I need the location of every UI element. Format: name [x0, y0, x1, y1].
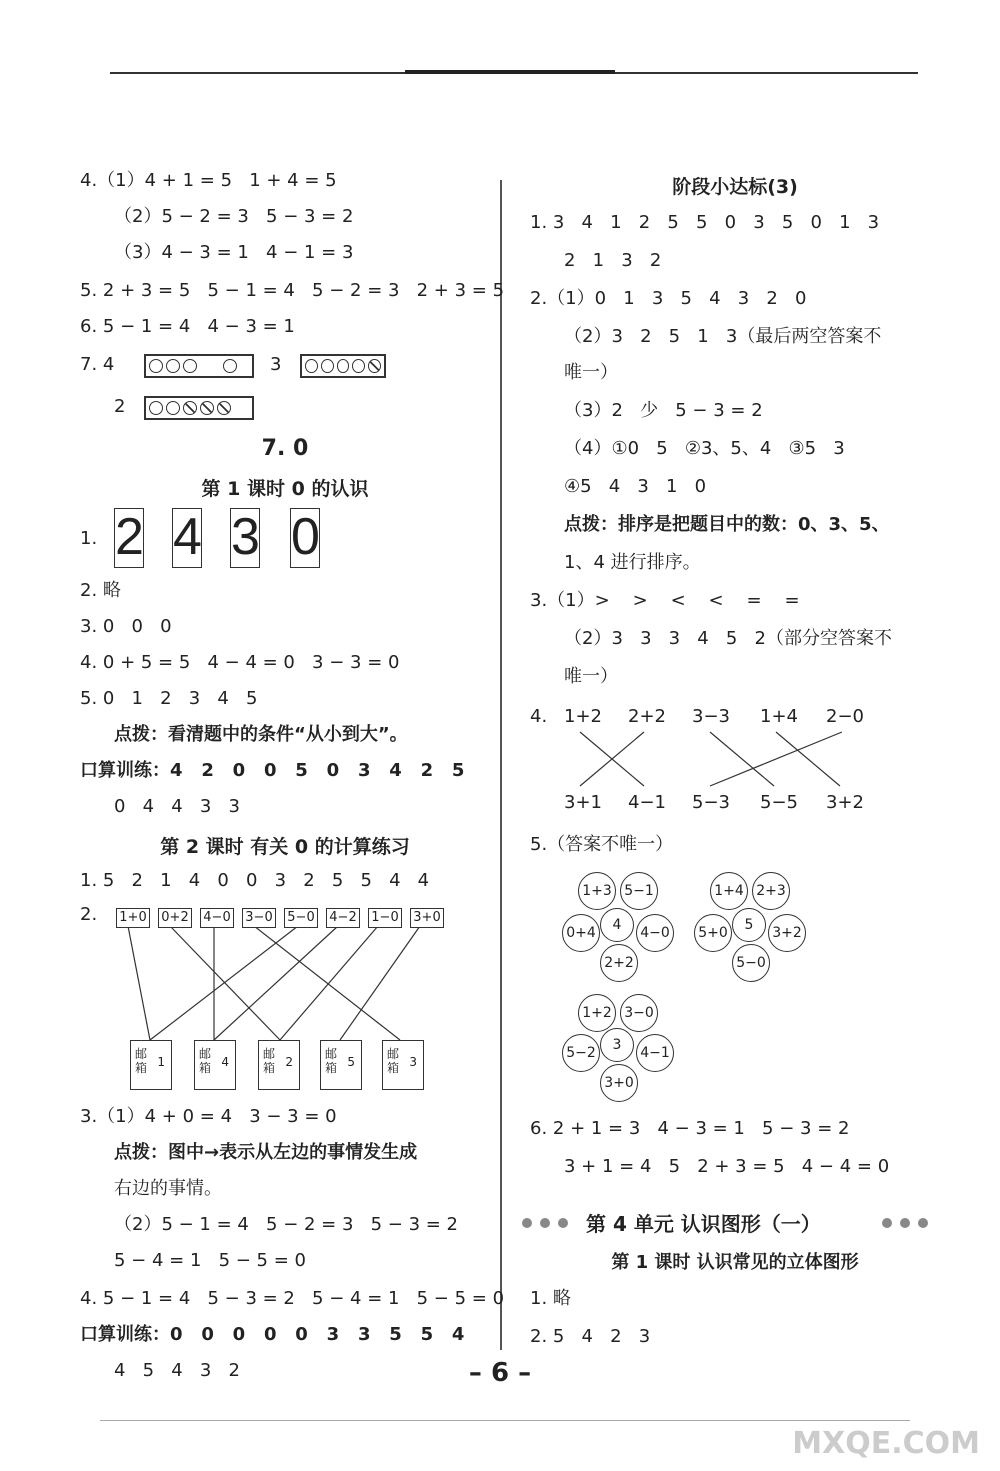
- r-tip-2: 1、4 进行排序。: [564, 552, 701, 573]
- q4-bottom-2: 4−1: [628, 792, 666, 813]
- circle: [305, 359, 318, 373]
- circle: [352, 359, 365, 373]
- r-q5: 5.（答案不唯一）: [530, 834, 674, 855]
- l2-tip-2: 右边的事情。: [114, 1178, 222, 1199]
- flower2-petal: 5−0: [732, 944, 770, 982]
- r-q6a: 6. 2 + 1 = 3 4 − 3 = 1 5 − 3 = 2: [530, 1118, 850, 1139]
- flower1-petal: 0+4: [562, 914, 600, 952]
- q4-bottom-1: 3+1: [564, 792, 602, 813]
- card-4: 3−0: [242, 908, 276, 928]
- section-title: 7. 0: [261, 436, 309, 461]
- circle: [149, 359, 163, 373]
- digit-trace-3: 3: [231, 508, 260, 566]
- q4-bottom-5: 3+2: [826, 792, 864, 813]
- flower2-petal: 5+0: [694, 914, 732, 952]
- r-q3a: 3.（1）> > < < = =: [530, 590, 800, 611]
- q4-bottom-3: 5−3: [692, 792, 730, 813]
- mailbox-label: 邮箱: [199, 1047, 212, 1075]
- flower2-petal: 1+4: [710, 872, 748, 910]
- lesson1-title: 第 1 课时 0 的认识: [201, 478, 369, 500]
- mailbox-5: [382, 1040, 424, 1090]
- mailbox-number: 5: [347, 1055, 355, 1069]
- flower3-center: 3: [600, 1028, 634, 1062]
- card-1: 1+0: [116, 908, 150, 928]
- u-q2: 2. 5 4 2 3: [530, 1326, 651, 1347]
- q4-top-5: 2−0: [826, 706, 864, 727]
- flower1-center: 4: [600, 908, 634, 942]
- flower1-petal: 1+3: [578, 872, 616, 910]
- unit-title: 第 4 单元 认识图形（一）: [586, 1212, 821, 1236]
- flower3-petal: 3−0: [620, 994, 658, 1032]
- q4-line2: （2）5 − 2 = 3 5 − 3 = 2: [114, 206, 354, 227]
- circle: [223, 359, 237, 373]
- card-5: 5−0: [284, 908, 318, 928]
- r-q3b: （2）3 3 3 4 5 2（部分空答案不: [564, 628, 892, 649]
- l1-q1-label: 1.: [80, 528, 98, 549]
- l2-q3b: （2）5 − 1 = 4 5 − 2 = 3 5 − 3 = 2: [114, 1214, 459, 1235]
- l2-tip-1: 点拨：图中→表示从左边的事情发生成: [114, 1142, 418, 1163]
- r-q3c: 唯一）: [564, 666, 618, 687]
- column-divider: [500, 180, 502, 1350]
- unit-lesson-title: 第 1 课时 认识常见的立体图形: [611, 1252, 859, 1273]
- crossed-circle: [217, 401, 231, 415]
- l1-q5: 5. 0 1 2 3 4 5: [80, 688, 258, 709]
- q7-label-a: 7. 4: [80, 354, 115, 375]
- mailbox-number: 2: [285, 1055, 293, 1069]
- crossed-circle: [183, 401, 197, 415]
- mailbox-label: 邮箱: [325, 1047, 338, 1075]
- watermark-text: MXQE.COM: [792, 1426, 980, 1461]
- digit-trace-2: 2: [115, 508, 144, 566]
- mailbox-4: [320, 1040, 362, 1090]
- l2-q1: 1. 5 2 1 4 0 0 3 2 5 5 4 4: [80, 870, 430, 891]
- q6: 6. 5 − 1 = 4 4 − 3 = 1: [80, 316, 295, 337]
- digit-trace-0: 0: [291, 508, 320, 566]
- card-6: 4−2: [326, 908, 360, 928]
- card-8: 3+0: [410, 908, 444, 928]
- card-2: 0+2: [158, 908, 192, 928]
- top-rule-accent: [405, 70, 615, 74]
- circle-box-2: [300, 354, 386, 378]
- card-7: 1−0: [368, 908, 402, 928]
- circle: [183, 359, 197, 373]
- circle: [321, 359, 334, 373]
- flower1-petal: 2+2: [600, 944, 638, 982]
- u-q1: 1. 略: [530, 1288, 571, 1309]
- flower3-petal: 3+0: [600, 1064, 638, 1102]
- card-3: 4−0: [200, 908, 234, 928]
- mailbox-number: 3: [409, 1055, 417, 1069]
- r-q2f: ④5 4 3 1 0: [564, 476, 707, 497]
- crossed-circle: [200, 401, 214, 415]
- unit-dots-left: [522, 1218, 568, 1228]
- q4-top-2: 2+2: [628, 706, 666, 727]
- flower1-petal: 5−1: [620, 872, 658, 910]
- r-q4-label: 4.: [530, 706, 548, 727]
- q4-top-1: 1+2: [564, 706, 602, 727]
- circle: [337, 359, 350, 373]
- digit-trace-4: 4: [173, 508, 202, 566]
- circle: [166, 401, 180, 415]
- mailbox-label: 邮箱: [387, 1047, 400, 1075]
- mailbox-label: 邮箱: [135, 1047, 148, 1075]
- crossed-circle: [368, 359, 381, 373]
- r-q2a: 2.（1）0 1 3 5 4 3 2 0: [530, 288, 807, 309]
- q4-bottom-4: 5−5: [760, 792, 798, 813]
- q4-line3: （3）4 − 3 = 1 4 − 1 = 3: [114, 242, 354, 263]
- bottom-rule: [100, 1420, 910, 1421]
- r-q2e: （4）①0 5 ②3、5、4 ③5 3: [564, 438, 845, 459]
- r-q1a: 1. 3 4 1 2 5 5 0 3 5 0 1 3: [530, 212, 880, 233]
- flower2-petal: 3+2: [768, 914, 806, 952]
- l1-q3: 3. 0 0 0: [80, 616, 172, 637]
- mailbox-3: [258, 1040, 300, 1090]
- r-tip-1: 点拨：排序是把题目中的数：0、3、5、: [564, 514, 890, 535]
- q4-top-4: 1+4: [760, 706, 798, 727]
- r-q1b: 2 1 3 2: [564, 250, 662, 271]
- l2-q3c: 5 − 4 = 1 5 − 5 = 0: [114, 1250, 306, 1271]
- r-q2b: （2）3 2 5 1 3（最后两空答案不: [564, 326, 882, 347]
- flower3-petal: 5−2: [562, 1034, 600, 1072]
- l2-oral-1: 口算训练：0 0 0 0 0 3 3 5 5 4: [80, 1324, 465, 1345]
- r-q6b: 3 + 1 = 4 5 2 + 3 = 5 4 − 4 = 0: [564, 1156, 890, 1177]
- circle: [149, 401, 163, 415]
- l1-q4: 4. 0 + 5 = 5 4 − 4 = 0 3 − 3 = 0: [80, 652, 400, 673]
- flower2-center: 5: [732, 908, 766, 942]
- circle-box-1: [144, 354, 254, 378]
- q4-line1: 4.（1）4 + 1 = 5 1 + 4 = 5: [80, 170, 337, 191]
- q4-matching-lines: [560, 730, 880, 790]
- flower3-petal: 4−1: [636, 1034, 674, 1072]
- lesson2-title: 第 2 课时 有关 0 的计算练习: [160, 836, 410, 858]
- flower3-petal: 1+2: [578, 994, 616, 1032]
- r-q2d: （3）2 少 5 − 3 = 2: [564, 400, 763, 421]
- l1-tip: 点拨：看清题中的条件“从小到大”。: [114, 724, 408, 745]
- l2-q3a: 3.（1）4 + 0 = 4 3 − 3 = 0: [80, 1106, 337, 1127]
- l1-oral-2: 0 4 4 3 3: [114, 796, 240, 817]
- r-q2c: 唯一）: [564, 362, 618, 383]
- q4-top-3: 3−3: [692, 706, 730, 727]
- mailbox-1: [130, 1040, 172, 1090]
- unit-dots-right: [882, 1218, 928, 1228]
- q7-label-b: 3: [270, 354, 282, 375]
- mailbox-2: [194, 1040, 236, 1090]
- flower2-petal: 2+3: [752, 872, 790, 910]
- right-title: 阶段小达标(3): [672, 176, 798, 198]
- page-number: – 6 –: [468, 1358, 532, 1388]
- circle: [166, 359, 180, 373]
- circle-box-3: [144, 396, 254, 420]
- mailbox-number: 1: [157, 1055, 165, 1069]
- mailbox-label: 邮箱: [263, 1047, 276, 1075]
- l2-q4: 4. 5 − 1 = 4 5 − 3 = 2 5 − 4 = 1 5 − 5 = 0: [80, 1288, 505, 1309]
- q5: 5. 2 + 3 = 5 5 − 1 = 4 5 − 2 = 3 2 + 3 = 5: [80, 280, 505, 301]
- l2-oral-2: 4 5 4 3 2: [114, 1360, 240, 1381]
- l2-q2-label: 2.: [80, 904, 98, 925]
- q7-label-c: 2: [114, 396, 126, 417]
- flower1-petal: 4−0: [636, 914, 674, 952]
- mailbox-number: 4: [221, 1055, 229, 1069]
- l1-oral-1: 口算训练：4 2 0 0 5 0 3 4 2 5: [80, 760, 465, 781]
- l1-q2: 2. 略: [80, 580, 121, 601]
